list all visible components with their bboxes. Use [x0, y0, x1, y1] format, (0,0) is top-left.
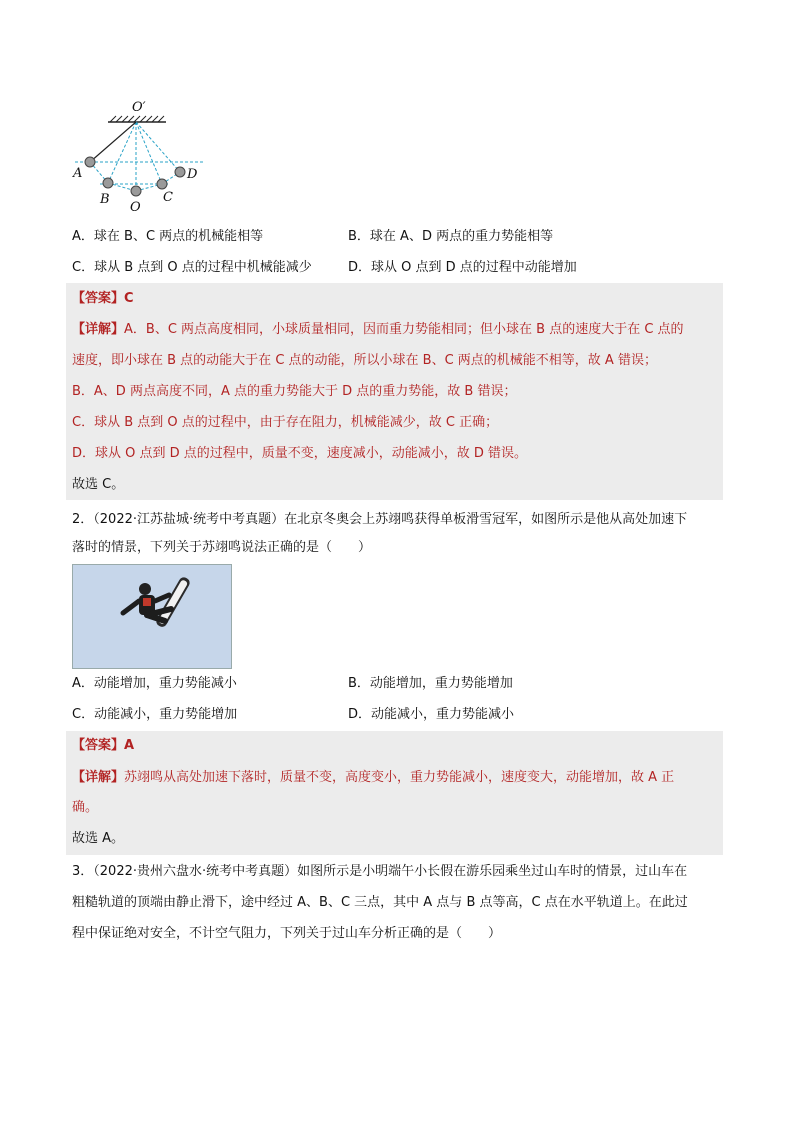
q1-option-a: A．球在 B、C 两点的机械能相等	[72, 229, 264, 244]
q2-option-d: D．动能减小，重力势能减小	[348, 707, 515, 722]
label-b: B	[100, 192, 110, 207]
q2-stem-line-1: 2．（2022·江苏盐城·统考中考真题）在北京冬奥会上苏翊鸣获得单板滑雪冠军，如图所示是他从高处加速下	[72, 512, 688, 527]
detail-tag: 【详解】	[72, 322, 125, 337]
q3-stem-line-2: 粗糙轨道的顶端由静止滑下，途中经过 A、B、C 三点，其中 A 点与 B 点等高，C 点在水平轨道上。在此过	[72, 895, 688, 910]
ball-c	[157, 179, 167, 189]
q3-stem-line-1: 3．（2022·贵州六盘水·统考中考真题）如图所示是小明端午小长假在游乐园乘坐过山车时的情景，过山车在	[72, 864, 688, 879]
label-o: O	[130, 200, 141, 215]
q3-stem-line-3: 程中保证绝对安全，不计空气阻力，下列关于过山车分析正确的是（ ）	[72, 926, 502, 941]
ball-b	[103, 178, 113, 188]
pendulum-figure	[70, 100, 210, 218]
q1-conclusion: 故选 C。	[72, 477, 125, 492]
q1-option-b: B．球在 A、D 两点的重力势能相等	[348, 229, 554, 244]
label-d: D	[187, 167, 198, 182]
ball-a	[85, 157, 95, 167]
detail-text: 苏翊鸣从高处加速下落时，质量不变，高度变小，重力势能减小，速度变大，动能增加，故 A 正	[124, 770, 675, 785]
q1-detail-line-1	[72, 315, 684, 345]
q1-answer	[72, 284, 134, 314]
q1-detail-line-5: D．球从 O 点到 D 点的过程中，质量不变，速度减小，动能减小，故 D 错误。	[72, 446, 528, 461]
ball-o	[131, 186, 141, 196]
q1-detail-line-3: B．A、D 两点高度不同，A 点的重力势能大于 D 点的重力势能，故 B 错误；	[72, 384, 517, 399]
q2-stem-line-2: 落时的情景，下列关于苏翊鸣说法正确的是（ ）	[72, 540, 372, 555]
answer-value: C	[124, 291, 134, 306]
q1-detail-line-2: 速度，即小球在 B 点的动能大于在 C 点的动能，所以小球在 B、C 两点的机械能不相等，故 A 错误；	[72, 353, 657, 368]
q1-option-c: C．球从 B 点到 O 点的过程中机械能减少	[72, 260, 312, 275]
q1-detail-line-4: C．球从 B 点到 O 点的过程中，由于存在阻力，机械能减少，故 C 正确；	[72, 415, 499, 430]
label-o-prime: O′	[132, 100, 146, 115]
label-c: C	[163, 190, 173, 205]
q2-conclusion: 故选 A。	[72, 831, 125, 846]
q2-answer-box	[66, 731, 723, 855]
answer-value: A	[124, 738, 135, 753]
detail-tag: 【详解】	[72, 770, 125, 785]
answer-tag: 【答案】	[72, 738, 125, 753]
q2-answer	[72, 731, 134, 761]
label-a: A	[73, 166, 83, 181]
snowboarder-photo	[72, 564, 232, 669]
q2-option-b: B．动能增加，重力势能增加	[348, 676, 513, 691]
q2-detail-line-1	[72, 763, 674, 793]
ball-d	[175, 167, 185, 177]
answer-tag: 【答案】	[72, 291, 125, 306]
q2-option-a: A．动能增加，重力势能减小	[72, 676, 237, 691]
q2-detail-line-2: 确。	[72, 800, 99, 815]
q2-option-c: C．动能减小，重力势能增加	[72, 707, 238, 722]
detail-text: A．B、C 两点高度相同，小球质量相同，因而重力势能相同；但小球在 B 点的速度大于在 C 点的	[124, 322, 684, 337]
q1-option-d: D．球从 O 点到 D 点的过程中动能增加	[348, 260, 577, 275]
